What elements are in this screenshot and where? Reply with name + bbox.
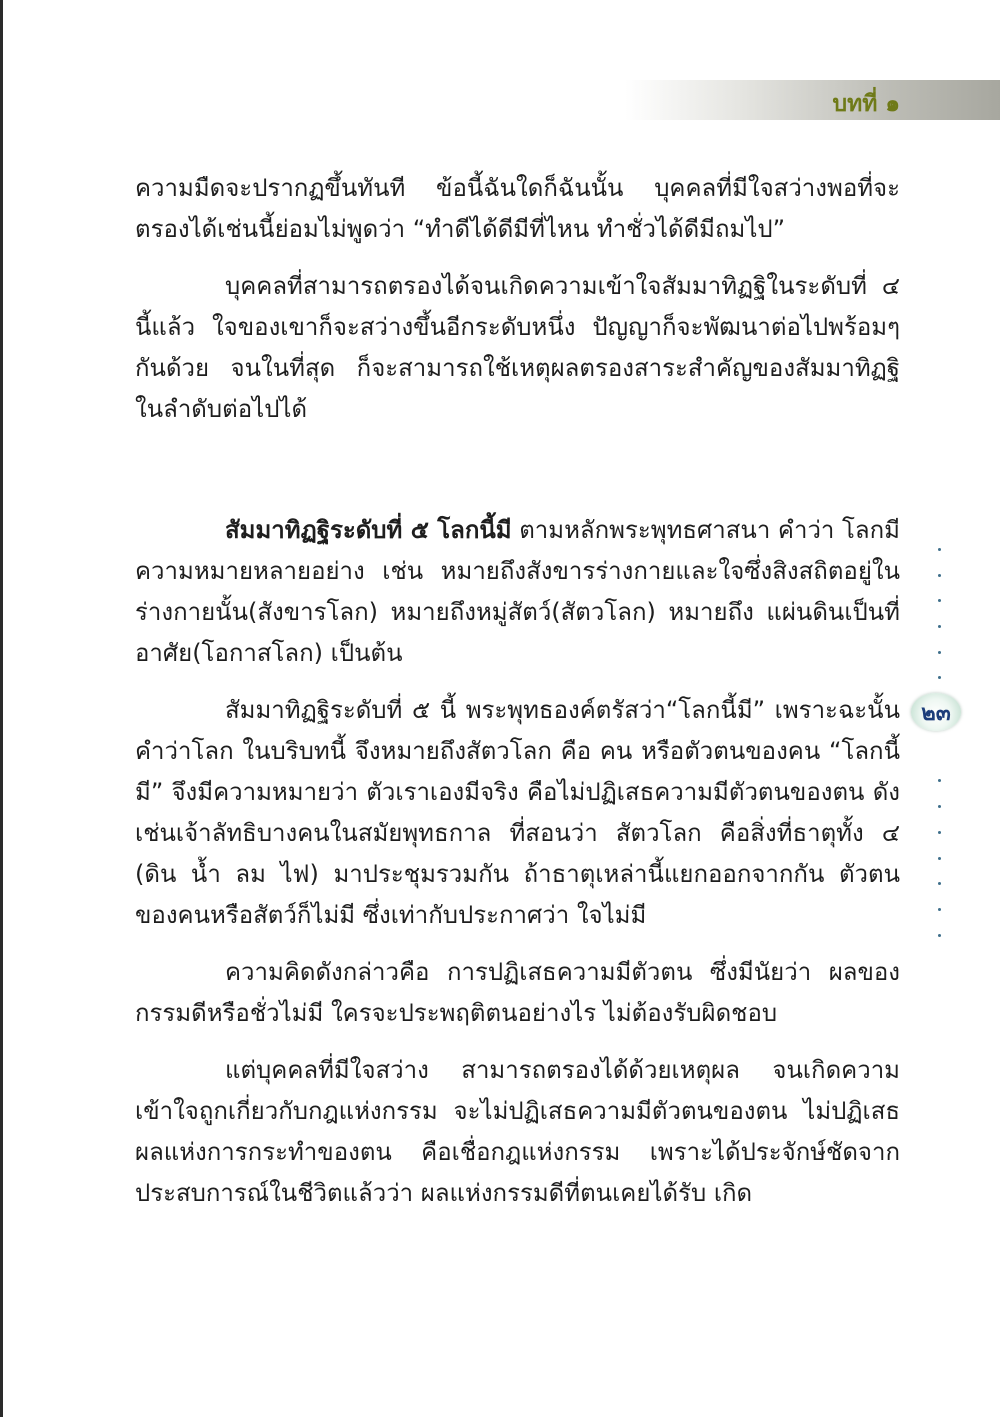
paragraph-6: แต่บุคคลที่มีใจสว่าง สามารถตรองได้ด้วยเหตุผล จนเกิดความเข้าใจถูกเกี่ยวกับกฎแห่งกรรม จะไม่ปฏิเสธความมีตัวตนของตน ไม่ปฏิเสธผลแห่งการกระทำของตน คือเชื่อกฎแห่งกรรม เพราะได้ประจักษ์ชัดจากประสบการณ์ในชีวิตแล้วว่า ผลแห่งกรรมดีที่ตนเคยได้รับ เกิด xyxy=(135,1056,900,1207)
page-number-badge xyxy=(911,693,961,731)
margin-dot xyxy=(938,779,941,782)
chapter-header-band xyxy=(625,80,1000,120)
paragraph-3-text: ตามหลักพระพุทธศาสนา คำว่า โลกมีความหมายหลายอย่าง เช่น หมายถึงสังขารร่างกายและใจซึ่งสิงสถิตอยู่ในร่างกายนั้น(สังขารโลก) หมายถึงหมู่สัตว์(สัตวโลก) หมายถึง แผ่นดินเป็นที่อาศัย(โอกาสโลก) เป็นต้น xyxy=(135,516,900,667)
paragraph-1: ความมืดจะปรากฏขึ้นทันที ข้อนี้ฉันใดก็ฉันนั้น บุคคลที่มีใจสว่างพอที่จะตรองได้เช่นนี้ย่อมไม่พูดว่า “ทำดีได้ดีมีที่ไหน ทำชั่วได้ดีมีถมไป” xyxy=(135,174,900,243)
margin-dot xyxy=(938,882,941,885)
margin-dot xyxy=(938,857,941,860)
section-heading: สัมมาทิฏฐิระดับที่ ๕ โลกนี้มี xyxy=(225,516,512,544)
margin-dot-column xyxy=(938,548,942,959)
margin-dot xyxy=(938,548,941,551)
margin-dot xyxy=(938,831,941,834)
margin-dot xyxy=(938,676,941,679)
paragraph-4: สัมมาทิฏฐิระดับที่ ๕ นี้ พระพุทธองค์ตรัสว่า“โลกนี้มี” เพราะฉะนั้น คำว่าโลก ในบริบทนี้ จึงหมายถึงสัตวโลก คือ คน หรือตัวตนของคน “โลกนี้มี” จึงมีความหมายว่า ตัวเราเองมีจริง คือไม่ปฏิเสธความมีตัวตนของตน ดังเช่นเจ้าลัทธิบางคนในสมัยพุทธกาล ที่สอนว่า สัตวโลก คือสิ่งที่ธาตุทั้ง ๔ (ดิน น้ำ ลม ไฟ) มาประชุมรวมกัน ถ้าธาตุเหล่านี้แยกออกจากกัน ตัวตนของคนหรือสัตว์ก็ไม่มี ซึ่งเท่ากับประกาศว่า ใจไม่มี xyxy=(135,696,900,929)
margin-dot xyxy=(938,599,941,602)
paragraph-2: บุคคลที่สามารถตรองได้จนเกิดความเข้าใจสัมมาทิฏฐิในระดับที่ ๔ นี้แล้ว ใจของเขาก็จะสว่างขึ้นอีกระดับหนึ่ง ปัญญาก็จะพัฒนาต่อไปพร้อมๆ กันด้วย จนในที่สุด ก็จะสามารถใช้เหตุผลตรองสาระสำคัญของสัมมาทิฏฐิ ในลำดับต่อไปได้ xyxy=(135,272,900,423)
chapter-label: บทที่ ๑ xyxy=(832,90,900,117)
page-left-edge xyxy=(0,0,3,1417)
paragraph-3 xyxy=(135,510,900,674)
margin-dot xyxy=(938,934,941,937)
margin-dot xyxy=(938,574,941,577)
paragraph-5: ความคิดดังกล่าวคือ การปฏิเสธความมีตัวตน ซึ่งมีนัยว่า ผลของกรรมดีหรือชั่วไม่มี ใครจะประพฤติตนอย่างไร ไม่ต้องรับผิดชอบ xyxy=(135,958,900,1027)
margin-dot xyxy=(938,805,941,808)
page-number: ๒๓ xyxy=(921,700,951,726)
margin-dot xyxy=(938,651,941,654)
margin-dot xyxy=(938,625,941,628)
body-text xyxy=(135,168,900,1230)
margin-dot xyxy=(938,908,941,911)
